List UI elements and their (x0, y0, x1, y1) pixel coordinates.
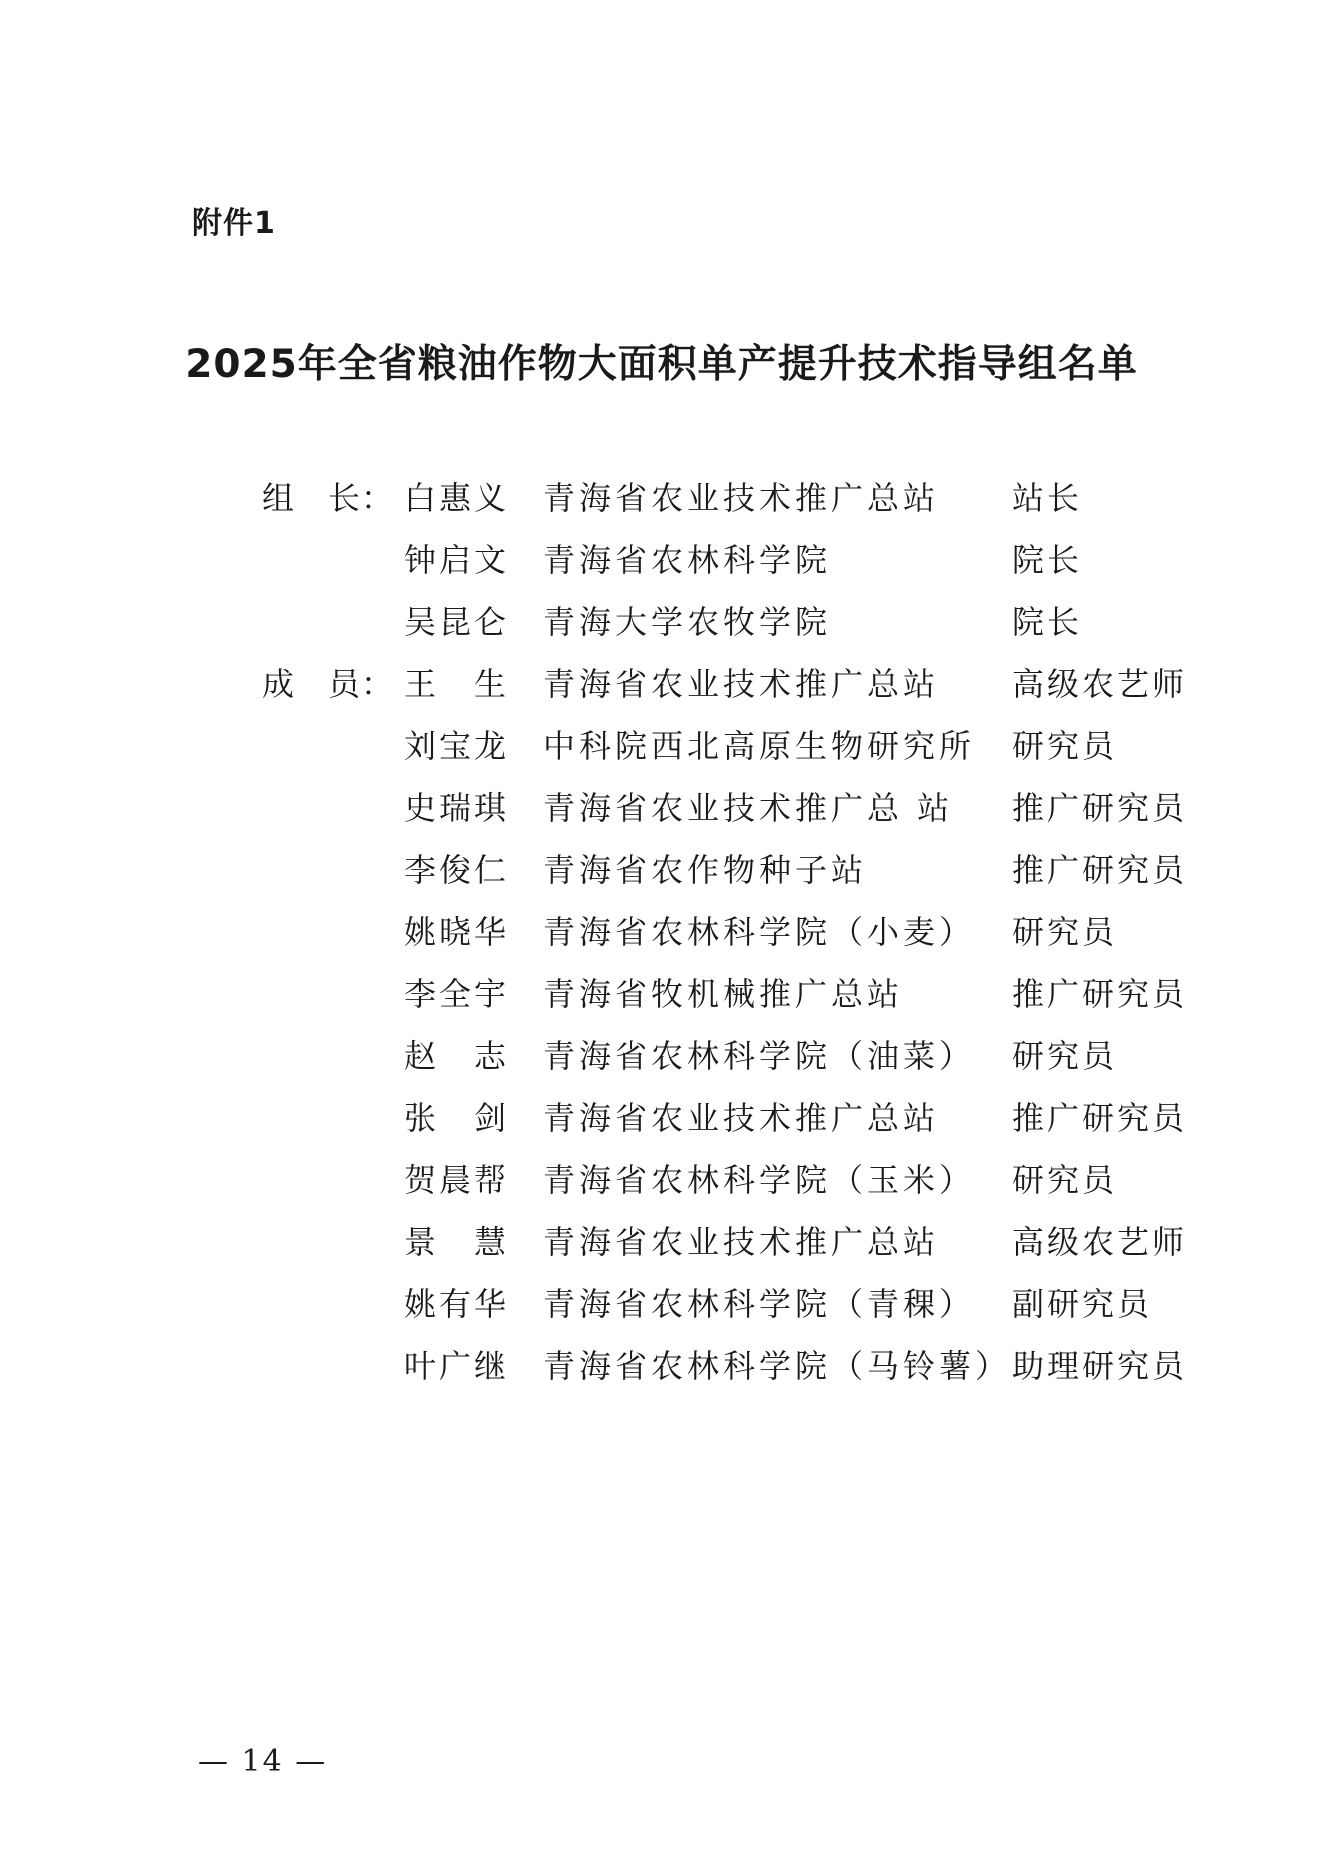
member-name: 姚有华 (404, 1285, 510, 1323)
member-title: 院长 (1012, 603, 1083, 641)
member-name: 王 生 (404, 665, 510, 703)
member-organization: 青海省农林科学院 (543, 541, 832, 579)
member-name: 李俊仁 (404, 851, 510, 889)
roster-row (0, 591, 1323, 653)
roster-row (0, 1025, 1323, 1087)
member-name: 贺晨帮 (404, 1161, 510, 1199)
member-name: 吴昆仑 (404, 603, 510, 641)
member-organization: 青海省农林科学院（马铃薯） (543, 1347, 1012, 1385)
member-title: 助理研究员 (1012, 1347, 1188, 1385)
roster-row (0, 1273, 1323, 1335)
member-name: 张 剑 (404, 1099, 510, 1137)
roster-row (0, 1087, 1323, 1149)
member-organization: 青海省农业技术推广总站 (543, 479, 940, 517)
member-title: 站长 (1012, 479, 1083, 517)
page-number: — 14 — (198, 1744, 328, 1779)
member-organization: 青海省农业技术推广总站 (543, 1099, 940, 1137)
member-title: 副研究员 (1012, 1285, 1153, 1323)
member-organization: 青海省农林科学院（玉米） (543, 1161, 976, 1199)
member-name: 钟启文 (404, 541, 510, 579)
member-name: 史瑞琪 (404, 789, 510, 827)
roster-row (0, 1335, 1323, 1397)
roster-row (0, 839, 1323, 901)
member-title: 高级农艺师 (1012, 665, 1188, 703)
roster-row (0, 467, 1323, 529)
member-organization: 青海省农林科学院（青稞） (543, 1285, 976, 1323)
member-organization: 青海省农林科学院（小麦） (543, 913, 976, 951)
roster-row (0, 653, 1323, 715)
member-title: 推广研究员 (1012, 1099, 1188, 1137)
member-organization: 青海省牧机械推广总站 (543, 975, 904, 1013)
member-title: 推广研究员 (1012, 975, 1188, 1013)
member-title: 研究员 (1012, 913, 1118, 951)
member-organization: 青海大学农牧学院 (543, 603, 832, 641)
member-organization: 青海省农林科学院（油菜） (543, 1037, 976, 1075)
member-title: 推广研究员 (1012, 789, 1188, 827)
member-title: 研究员 (1012, 727, 1118, 765)
member-name: 李全宇 (404, 975, 510, 1013)
roster-row (0, 1211, 1323, 1273)
member-name: 白惠义 (404, 479, 510, 517)
member-name: 景 慧 (404, 1223, 510, 1261)
member-name: 叶广继 (404, 1347, 510, 1385)
roster-row (0, 963, 1323, 1025)
roster-row (0, 529, 1323, 591)
member-title: 研究员 (1012, 1161, 1118, 1199)
member-organization: 青海省农业技术推广总 站 (543, 789, 954, 827)
roster-row (0, 1149, 1323, 1211)
roster-row (0, 715, 1323, 777)
member-title: 院长 (1012, 541, 1083, 579)
roster-row (0, 901, 1323, 963)
role-label: 组 长： (262, 479, 395, 517)
member-name: 姚晓华 (404, 913, 510, 951)
member-organization: 青海省农业技术推广总站 (543, 1223, 940, 1261)
document-title: 2025年全省粮油作物大面积单产提升技术指导组名单 (185, 342, 1138, 387)
member-title: 研究员 (1012, 1037, 1118, 1075)
attachment-label: 附件1 (192, 206, 276, 241)
member-name: 刘宝龙 (404, 727, 510, 765)
member-name: 赵 志 (404, 1037, 510, 1075)
member-organization: 青海省农作物种子站 (543, 851, 868, 889)
roster-row (0, 777, 1323, 839)
role-label: 成 员： (262, 665, 395, 703)
member-title: 高级农艺师 (1012, 1223, 1188, 1261)
member-organization: 中科院西北高原生物研究所 (543, 727, 976, 765)
member-title: 推广研究员 (1012, 851, 1188, 889)
member-organization: 青海省农业技术推广总站 (543, 665, 940, 703)
